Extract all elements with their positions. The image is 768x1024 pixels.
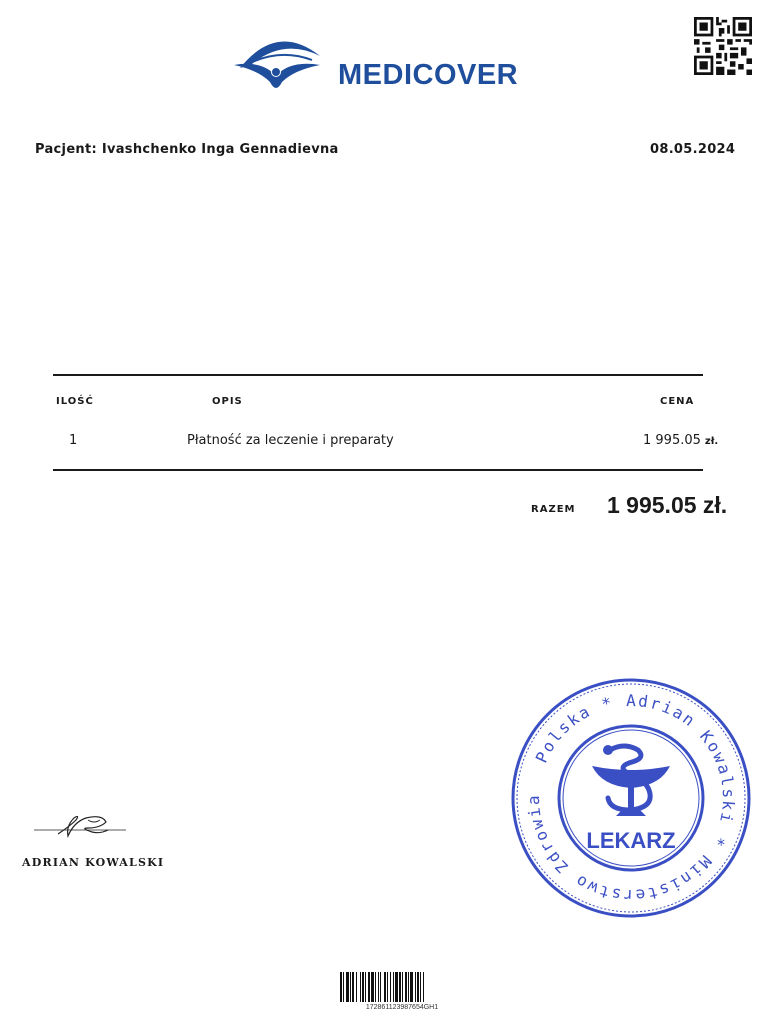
- qr-code-icon: [694, 17, 752, 75]
- doctor-stamp: [500, 676, 762, 920]
- row-price-amount: 1 995.05: [643, 433, 701, 448]
- row-description: Płatność za leczenie i preparaty: [187, 433, 394, 448]
- column-header-description: OPIS: [212, 396, 243, 407]
- handwritten-signature: [30, 808, 130, 842]
- patient-name: Pacjent: Ivashchenko Inga Gennadievna: [35, 142, 339, 157]
- row-price-currency: zł.: [704, 436, 719, 447]
- column-header-quantity: ILOŚĆ: [56, 396, 94, 407]
- table-top-divider: [53, 374, 703, 376]
- column-header-price: CENA: [660, 396, 695, 407]
- brand-name: MEDICOVER: [338, 59, 519, 91]
- document-date: 08.05.2024: [650, 142, 736, 157]
- total-amount: 1 995.05 zł.: [607, 492, 728, 518]
- row-price: [643, 433, 718, 448]
- svg-text:Polska * Adrian Kowalski * Min: Polska * Adrian Kowalski * Ministerstwo Zdrowia: [523, 690, 739, 906]
- barcode-icon: [338, 972, 466, 1004]
- signer-name: ADRIAN KOWALSKI: [22, 856, 165, 869]
- svg-text:LEKARZ: LEKARZ: [586, 828, 676, 853]
- barcode-number: 172861123987654GH1: [365, 1004, 439, 1011]
- row-quantity: 1: [69, 433, 78, 448]
- table-bottom-divider: [53, 469, 703, 471]
- total-label: RAZEM: [531, 504, 576, 515]
